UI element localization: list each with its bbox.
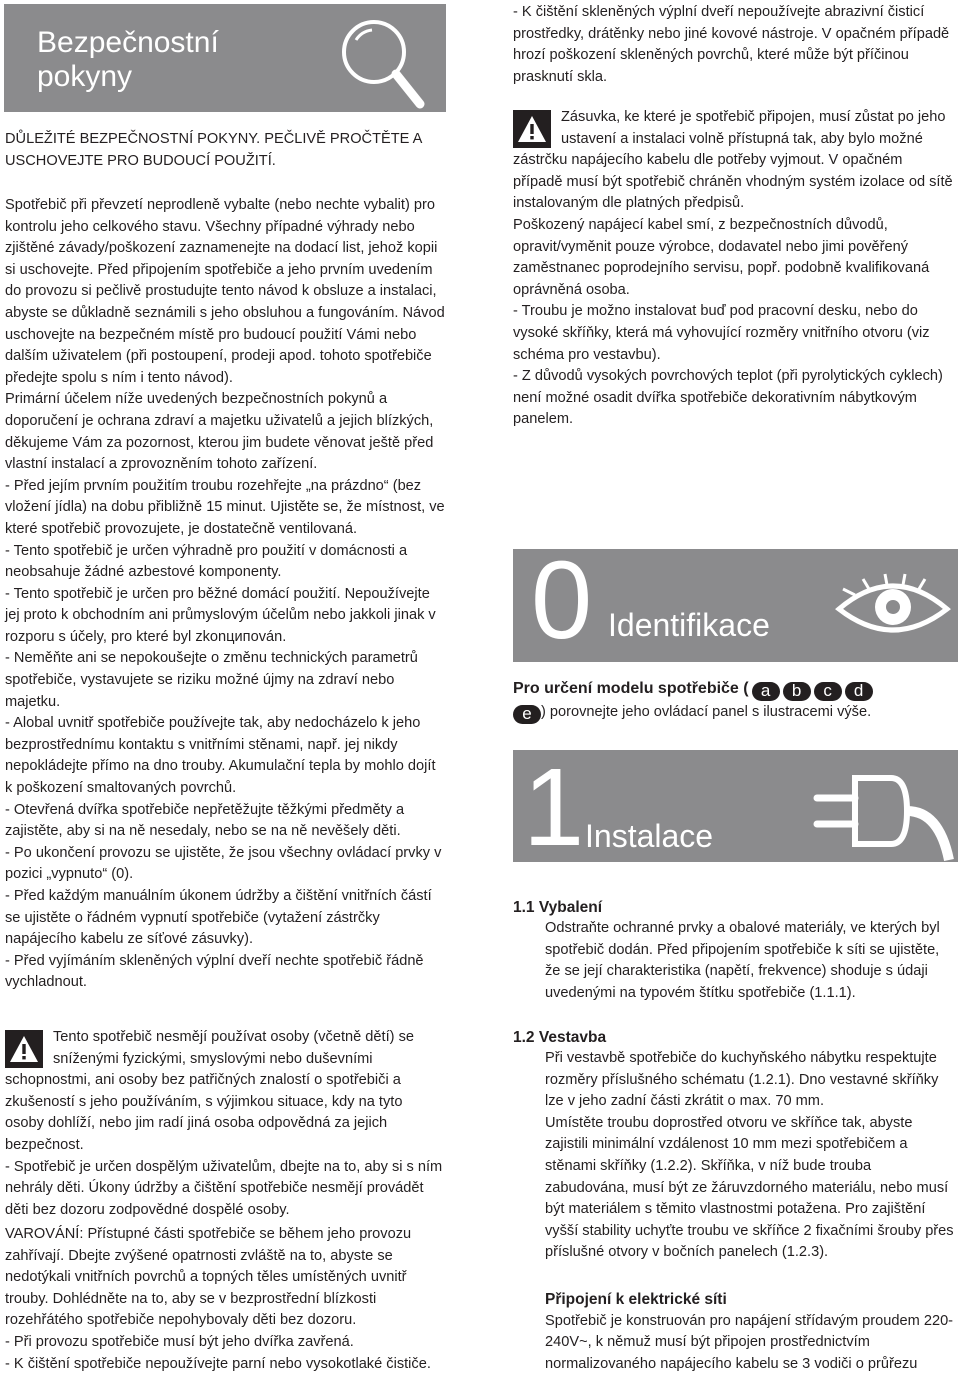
- warning-hot-surfaces: [5, 1224, 445, 1375]
- banner-title: Bezpečnostní pokyny: [37, 26, 219, 93]
- section-number: 1: [523, 750, 585, 862]
- paragraph: Poškozený napájecí kabel smí, z bezpečnostních důvodů, opravit/vyměnit pouze výrobce, dodavatel nebo jimi pověřený zaměstnanec poprodejního servisu, popř. podobně kvalifikovaná oprávněná osoba.: [513, 216, 930, 298]
- model-c-badge: c: [814, 682, 842, 701]
- paragraph: Při vestavbě spotřebiče do kuchyňského nábytku respektujte rozměry příslušného schématu (1.2.1). Dno vestavné skříňky lze v jeho zadní části zkrátit o max. 70 mm.: [545, 1050, 939, 1110]
- paragraph: - Otevřená dvířka spotřebiče nepřetěžujte těžkými předměty a zajistěte, aby si na ně nesedaly, nebo se na ně nevěšely děti.: [5, 801, 405, 840]
- paragraph: - K čištění spotřebiče nepoužívejte parní nebo vysokotlaké čističe.: [5, 1355, 431, 1372]
- left-body: [5, 195, 445, 994]
- paragraph: Spotřebič je konstruován pro napájení střídavým proudem 220-240V~, k němuž musí být připojen prostřednictvím normalizovaného napájecího kabelu se 3 vodiči o průřezu: [545, 1312, 954, 1372]
- warning-block-socket: [513, 107, 955, 431]
- section-title: Instalace: [585, 818, 714, 854]
- paragraph: - Troubu je možno instalovat buď pod pracovní desku, nebo do vysoké skříňky, která má vyhovující rozměry vnitřního otvoru (viz schéma pro vestavbu).: [513, 303, 930, 363]
- paragraph: - Neměňte ani se nepokoušejte o změnu technických parametrů spotřebiče, vystavujete se riziku možné újmy na zdraví nebo majetku.: [5, 650, 418, 710]
- section-installation-banner: [513, 750, 958, 862]
- paragraph: - Před jejím prvním použitím troubu rozehřejte „na prázdno“ (bez vložení jídla) na dobu přibližně 15 minut. Ujistěte se, že místnost, ve které spotřebič provozujete, je dostatečně ventilovaná.: [5, 477, 445, 537]
- safety-banner: [4, 4, 446, 112]
- subsection-heading: 1.2 Vestavba: [513, 1029, 607, 1046]
- paragraph: Primární účelem níže uvedených bezpečnostních pokynů a doporučení je ochrana zdraví a majetku uživatelů a jejich blízkých, děkujeme Vám za pozornost, kterou jim budete věnovat ještě před vlastní instalací a zprovozněním tohoto zařízení.: [5, 391, 434, 473]
- paragraph: Zásuvka, ke které je spotřebič připojen, musí zůstat po jeho ustavení a instalaci volně přístupná tak, aby bylo možné zástrčku napájecího kabelu dle potřeby vyjmout. V opačném případě musí být spotřebič chráněn vhodným systém izolace od sítě instalovaným dle platných předpisů.: [513, 109, 953, 212]
- paragraph: - Spotřebič je určen dospělým uživatelům, dbejte na to, aby si s ním nehrály děti. Úkony údržby a čištění spotřebiče nesmějí provádět děti bez dozoru zodpovědné dospělé osoby.: [5, 1158, 443, 1218]
- paragraph: - Před každým manuálním úkonem údržby a čištění vnitřních částí se ujistěte o řádném vypnutí spotřebiče (vytažení zástrčky napájecího kabelu ze síťové zásuvky).: [5, 888, 432, 948]
- paragraph: - Z důvodů vysokých povrchových teplot (při pyrolytických cyklech) není možné osadit dvířka spotřebiče dekorativním nábytkovým panelem.: [513, 368, 943, 428]
- model-e-badge: e: [513, 705, 541, 724]
- paragraph: - Alobal uvnitř spotřebiče používejte tak, aby nedocházelo k jeho bezprostřednímu kontaktu s vnitřními stěnami, např. jej nikdy nepokládejte přímo na dno trouby. Akumulační tepla by mohlo dojít k poškození smaltovaných povrchů.: [5, 715, 436, 797]
- paragraph: - Po ukončení provozu se ujistěte, že jsou všechny ovládací prvky v pozici „vypnuto“ (0).: [5, 844, 442, 883]
- model-identification-line: [513, 678, 958, 724]
- paragraph: - Při provozu spotřebiče musí být jeho dvířka zavřená.: [5, 1333, 354, 1350]
- section-built-in: [513, 1027, 958, 1264]
- caps-heading: DŮLEŽITÉ BEZPEČNOSTNÍ POKYNY. PEČLIVĚ PROČTĚTE A USCHOVEJTE PRO BUDOUCÍ POUŽITÍ.: [5, 131, 422, 169]
- section-unpacking: [513, 897, 958, 1004]
- model-rest: ) porovnejte jeho ovládací panel s ilustracemi výše.: [541, 704, 872, 720]
- paragraph: Tento spotřebič nesmějí používat osoby (včetně dětí) se sníženými fyzickými, smyslovými nebo duševními schopnostmi, ani osoby bez patřičných znalostí o spotřebiči a zkušeností s jeho používáním, s výjimkou situace, kdy na tyto osoby dohlíží, nebo jim radí jiná osoba odpovědná za jejich bezpečnost.: [5, 1029, 414, 1153]
- section-electric-connection: [545, 1289, 958, 1375]
- subsection-heading: Připojení k elektrické síti: [545, 1291, 727, 1308]
- subsection-heading: 1.1 Vybalení: [513, 899, 603, 916]
- plug-icon: [811, 764, 958, 862]
- eye-icon: [833, 571, 953, 650]
- model-b-badge: b: [783, 682, 811, 701]
- model-label: Pro určení modelu spotřebiče (: [513, 680, 749, 697]
- paragraph: Spotřebič při převzetí neprodleně vybalte (nebo nechte vybalit) pro kontrolu jeho celkového stavu. Všechny případné výhrady nebo zjištěné závady/poškození zaznamenejte na dodací list, jehož kopii si uschovejte. Před připojením spotřebiče a jeho prvním uvedením do provozu si pečlivě prostudujte tento návod k obsluze a instalaci, abyste se důkladně seznámili s jeho obsluhou a fungováním. Návod uschovejte na bezpečném místě pro budoucí použití Vámi nebo dalším uživatelem (při postoupení, prodeji apod. tohoto spotřebiče předejte spolu s ním i tento návod).: [5, 197, 445, 386]
- paragraph: Odstraňte ochranné prvky a obalové materiály, ve kterých byl spotřebič dodán. Před připojením spotřebiče k síti se ujistěte, že se její charakteristika (napětí, frekvence) shoduje s údaji uvedenými na typovém štítku spotřebiče (1.1.1).: [545, 920, 940, 1001]
- warning-icon: [5, 1030, 43, 1068]
- section-identification-banner: [513, 549, 958, 662]
- paragraph: Umístěte troubu doprostřed otvoru ve skříňce tak, abyste zajistili minimální vzdálenost 10 mm mezi spotřebičem a stěnami skříňky (1.2.2). Skříňka, v níž bude trouba zabudována, musí být ze žáruvzdorného materiálu, nebo musí být materiálem s těmito vlastnostmi potažena. Pro zajištění vyšší stability uchyťte troubu ve skříňce 2 fixačními šrouby přes příslušné otvory v bočních panelech (1.2.3).: [545, 1114, 954, 1261]
- paragraph: VAROVÁNÍ: Přístupné části spotřebiče se během jeho provozu zahřívají. Dbejte zvýšené opatrnosti zvláště na to, abyste se nedotýkali vnitřních povrchů a topných těles umístěných uvnitř trouby. Dohlédněte na to, aby se v bezprostřední blízkosti rozehřátého spotřebiče nepohybovaly děti bez dozoru.: [5, 1226, 412, 1329]
- paragraph: - Tento spotřebič je určen pro běžné domácí použití. Nepoužívejte jej proto k obchodním ani průmyslovým účelům nebo jakkoli jinak v rozporu s účely, pro které byl zkonципován.: [5, 585, 436, 645]
- warning-block-children: [5, 1027, 445, 1221]
- model-a-badge: a: [752, 682, 780, 701]
- paragraph: - K čištění skleněných výplní dveří nepoužívejte abrazivní čisticí prostředky, drátěnky nebo jiné kovové nástroje. V opačném případě hrozí poškození skleněných povrchů, které může být příčinou prasknutí skla.: [513, 4, 950, 85]
- section-title: Identifikace: [608, 607, 770, 643]
- model-d-badge: d: [845, 682, 873, 701]
- paragraph: - Tento spotřebič je určen výhradně pro použití v domácnosti a neobsahuje žádné azbestové komponenty.: [5, 542, 408, 581]
- paragraph: - Před vyjímáním skleněných výplní dveří nechte spotřebič řádně vychladnout.: [5, 952, 424, 991]
- section-number: 0: [531, 549, 593, 662]
- warning-icon: [513, 110, 551, 148]
- glass-cleaning-note: [513, 2, 955, 88]
- magnifier-icon: [312, 10, 432, 112]
